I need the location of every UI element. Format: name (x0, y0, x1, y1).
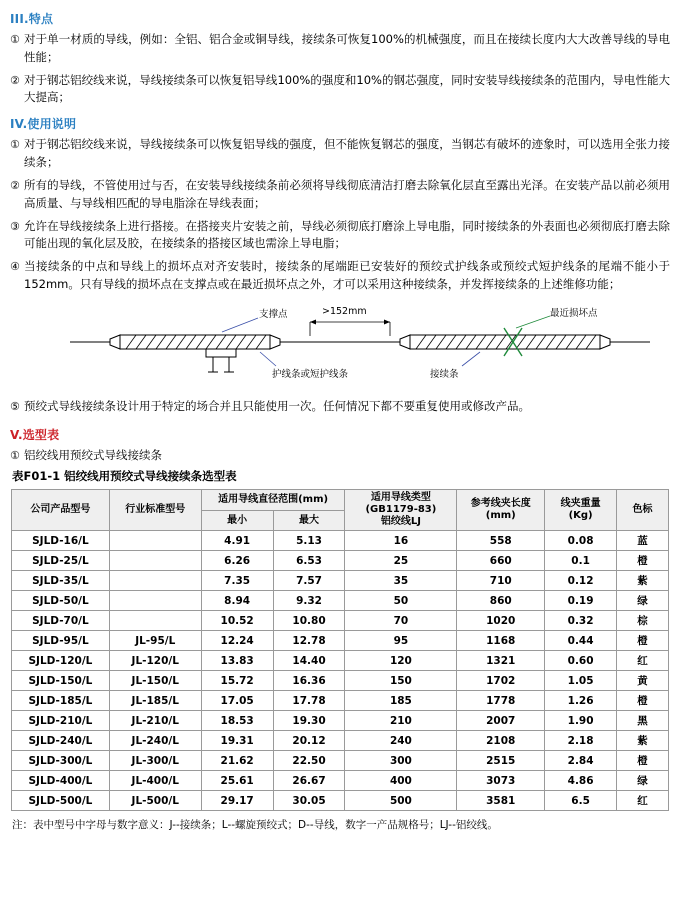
td-diameter-min: 17.05 (201, 691, 273, 711)
td-wire-type: 185 (345, 691, 457, 711)
diagram-label-distance: >152mm (322, 305, 367, 317)
td-color: 紫 (617, 571, 669, 591)
td-diameter-min: 15.72 (201, 671, 273, 691)
list-item-number: ② (10, 178, 20, 192)
td-diameter-min: 10.52 (201, 611, 273, 631)
td-ref-length: 1168 (457, 631, 545, 651)
diagram-label-splice-strip: 接续条 (430, 368, 459, 380)
td-clamp-weight: 1.05 (545, 671, 617, 691)
td-ref-length: 1702 (457, 671, 545, 691)
td-wire-type: 16 (345, 531, 457, 551)
list-item-text: 对于钢芯铝绞线来说，导线接续条可以恢复铝导线的强度，但不能恢复钢芯的强度，当钢芯有破坏的迹象时，可以选用全张力接续条； (24, 137, 670, 170)
table-row (12, 631, 669, 651)
td-diameter-max: 22.50 (273, 751, 345, 771)
table-row (12, 791, 669, 811)
table-title: 表F01-1 铝绞线用预绞式导线接续条选型表 (12, 469, 237, 484)
td-color: 绿 (617, 591, 669, 611)
model-selection-table (11, 489, 669, 811)
td-color: 蓝 (617, 531, 669, 551)
diagram-label-support-point: 支撑点 (259, 308, 288, 320)
table-footnote: 注：表中型号中字母与数字意义：J--接续条；L--螺旋预绞式；D--导线，数字一产品规格号；LJ--铝绞线。 (12, 819, 498, 832)
td-wire-type: 25 (345, 551, 457, 571)
table-row (12, 651, 669, 671)
table-row (12, 711, 669, 731)
td-clamp-weight: 1.90 (545, 711, 617, 731)
th-diameter-group: 适用导线直径范围(mm) (201, 490, 345, 511)
td-diameter-min: 8.94 (201, 591, 273, 611)
td-product-model: SJLD-95/L (12, 631, 110, 651)
td-ref-length: 660 (457, 551, 545, 571)
td-product-model: SJLD-210/L (12, 711, 110, 731)
td-wire-type: 50 (345, 591, 457, 611)
td-industry-model (109, 531, 201, 551)
td-industry-model: JL-400/L (109, 771, 201, 791)
td-diameter-min: 7.35 (201, 571, 273, 591)
diagram-label-nearest-damage-point: 最近损坏点 (550, 307, 598, 319)
td-diameter-min: 18.53 (201, 711, 273, 731)
table-row (12, 531, 669, 551)
td-clamp-weight: 0.12 (545, 571, 617, 591)
td-diameter-max: 10.80 (273, 611, 345, 631)
list-item-text: 铝绞线用预绞式导线接续条 (24, 447, 162, 462)
th-clamp-weight (545, 490, 617, 531)
td-clamp-weight: 0.1 (545, 551, 617, 571)
td-diameter-min: 4.91 (201, 531, 273, 551)
td-product-model: SJLD-16/L (12, 531, 110, 551)
td-wire-type: 150 (345, 671, 457, 691)
list-item (10, 72, 670, 108)
td-product-model: SJLD-35/L (12, 571, 110, 591)
list-item (10, 447, 670, 465)
td-product-model: SJLD-150/L (12, 671, 110, 691)
list-item-text: 所有的导线，不管使用过与否，在安装导线接续条前必须将导线彻底清洁打磨去除氧化层直至露出光泽。在安装产品以前必须用高质量、与导线相匹配的导电脂涂在导线表面； (24, 177, 670, 210)
td-wire-type: 210 (345, 711, 457, 731)
td-industry-model (109, 611, 201, 631)
td-color: 绿 (617, 771, 669, 791)
list-item-number: ② (10, 73, 20, 87)
list-item-number: ④ (10, 260, 20, 274)
td-diameter-max: 17.78 (273, 691, 345, 711)
list-item (10, 218, 670, 254)
td-diameter-max: 12.78 (273, 631, 345, 651)
td-diameter-min: 6.26 (201, 551, 273, 571)
td-clamp-weight: 0.32 (545, 611, 617, 631)
td-wire-type: 95 (345, 631, 457, 651)
th-diameter-min: 最小 (201, 510, 273, 531)
td-ref-length: 558 (457, 531, 545, 551)
td-wire-type: 35 (345, 571, 457, 591)
td-industry-model (109, 551, 201, 571)
td-color: 紫 (617, 731, 669, 751)
td-wire-type: 70 (345, 611, 457, 631)
td-diameter-max: 20.12 (273, 731, 345, 751)
td-product-model: SJLD-70/L (12, 611, 110, 631)
th-ref-length-unit: (mm) (485, 510, 516, 522)
td-ref-length: 3581 (457, 791, 545, 811)
list-item-text: 对于单一材质的导线，例如：全铝、铝合金或铜导线，接续条可恢复100%的机械强度，而且在接续长度内大大改善导线的导电性能； (24, 32, 670, 64)
table-body (12, 531, 669, 811)
td-wire-type: 300 (345, 751, 457, 771)
td-clamp-weight: 1.26 (545, 691, 617, 711)
list-item (10, 258, 670, 294)
td-industry-model: JL-210/L (109, 711, 201, 731)
td-color: 黑 (617, 711, 669, 731)
table-row (12, 551, 669, 571)
td-diameter-max: 14.40 (273, 651, 345, 671)
td-wire-type: 400 (345, 771, 457, 791)
td-industry-model (109, 591, 201, 611)
td-diameter-min: 19.31 (201, 731, 273, 751)
td-color: 红 (617, 651, 669, 671)
th-ref-length-title: 参考线夹长度 (470, 498, 531, 510)
td-ref-length: 860 (457, 591, 545, 611)
list-item-number: ⑤ (10, 399, 20, 413)
td-diameter-min: 13.83 (201, 651, 273, 671)
td-industry-model: JL-185/L (109, 691, 201, 711)
td-clamp-weight: 2.84 (545, 751, 617, 771)
td-clamp-weight: 0.08 (545, 531, 617, 551)
td-industry-model: JL-300/L (109, 751, 201, 771)
td-diameter-max: 7.57 (273, 571, 345, 591)
table-row (12, 751, 669, 771)
th-diameter-max: 最大 (273, 510, 345, 531)
section-heading-features: III.特点 (10, 12, 54, 26)
th-industry-model: 行业标准型号 (109, 490, 201, 531)
list-item (10, 31, 670, 67)
th-color: 色标 (617, 490, 669, 531)
td-ref-length: 2515 (457, 751, 545, 771)
table-header (12, 490, 669, 531)
splice-assembly-diagram (10, 300, 670, 392)
section-heading-selection: V.选型表 (10, 427, 60, 442)
td-color: 橙 (617, 751, 669, 771)
td-color: 黄 (617, 671, 669, 691)
th-wire-type-sub: 铝绞线LJ (380, 516, 421, 528)
td-ref-length: 1778 (457, 691, 545, 711)
list-item (10, 398, 670, 416)
td-diameter-min: 29.17 (201, 791, 273, 811)
list-item-number: ③ (10, 219, 20, 233)
td-ref-length: 3073 (457, 771, 545, 791)
td-product-model: SJLD-300/L (12, 751, 110, 771)
td-diameter-min: 21.62 (201, 751, 273, 771)
list-item-text: 当接续条的中点和导线上的损坏点对齐安装时，接续条的尾端距已安装好的预绞式护线条或预绞式短护线条的尾端不能小于152mm。只有导线的损坏点在支撑点或在最近损坏点之外，才可以采用这种接续条，并发挥接续条的上述维修功能； (24, 259, 670, 291)
td-color: 棕 (617, 611, 669, 631)
list-item-text: 对于钢芯铝绞线来说，导线接续条可以恢复铝导线100%的强度和10%的钢芯强度，同时安装导线接续条的范围内，导电性能大大提高； (24, 72, 670, 105)
td-diameter-max: 16.36 (273, 671, 345, 691)
table-row (12, 671, 669, 691)
td-ref-length: 2007 (457, 711, 545, 731)
th-wire-type-group (345, 490, 457, 531)
td-product-model: SJLD-50/L (12, 591, 110, 611)
td-diameter-min: 12.24 (201, 631, 273, 651)
list-item (10, 177, 670, 213)
td-clamp-weight: 0.44 (545, 631, 617, 651)
td-industry-model: JL-120/L (109, 651, 201, 671)
list-item (10, 136, 670, 172)
td-ref-length: 2108 (457, 731, 545, 751)
list-item-number: ① (10, 33, 20, 46)
td-diameter-max: 26.67 (273, 771, 345, 791)
list-item-number: ① (10, 448, 20, 462)
td-industry-model: JL-150/L (109, 671, 201, 691)
table-row (12, 731, 669, 751)
td-wire-type: 120 (345, 651, 457, 671)
td-product-model: SJLD-25/L (12, 551, 110, 571)
list-item-text: 允许在导线接续条上进行搭接。在搭接夹片安装之前，导线必须彻底打磨涂上导电脂，同时接续条的外表面也必须彻底打磨去除可能出现的氧化层及胶，在接续条的搭接区域也需涂上导电脂； (24, 218, 670, 251)
th-clamp-weight-title: 线夹重量 (560, 498, 601, 510)
diagram-label-protect-strip: 护线条或短护线条 (272, 368, 349, 380)
th-wire-type-title: 适用导线类型(GB1179-83) (365, 492, 437, 516)
td-diameter-max: 19.30 (273, 711, 345, 731)
td-ref-length: 1020 (457, 611, 545, 631)
td-product-model: SJLD-185/L (12, 691, 110, 711)
td-clamp-weight: 2.18 (545, 731, 617, 751)
td-ref-length: 1321 (457, 651, 545, 671)
td-diameter-min: 25.61 (201, 771, 273, 791)
td-industry-model: JL-240/L (109, 731, 201, 751)
td-clamp-weight: 4.86 (545, 771, 617, 791)
td-diameter-max: 9.32 (273, 591, 345, 611)
th-ref-length (457, 490, 545, 531)
td-product-model: SJLD-500/L (12, 791, 110, 811)
td-industry-model (109, 571, 201, 591)
td-diameter-max: 5.13 (273, 531, 345, 551)
table-row (12, 611, 669, 631)
td-product-model: SJLD-120/L (12, 651, 110, 671)
table-row (12, 771, 669, 791)
table-row (12, 571, 669, 591)
th-product-model: 公司产品型号 (12, 490, 110, 531)
td-wire-type: 240 (345, 731, 457, 751)
section-heading-instructions: IV.使用说明 (10, 117, 77, 132)
td-color: 橙 (617, 551, 669, 571)
td-industry-model: JL-95/L (109, 631, 201, 651)
list-item-number: ① (10, 138, 20, 152)
td-diameter-max: 30.05 (273, 791, 345, 811)
td-product-model: SJLD-240/L (12, 731, 110, 751)
td-diameter-max: 6.53 (273, 551, 345, 571)
td-wire-type: 500 (345, 791, 457, 811)
td-ref-length: 710 (457, 571, 545, 591)
td-product-model: SJLD-400/L (12, 771, 110, 791)
table-row (12, 591, 669, 611)
td-clamp-weight: 6.5 (545, 791, 617, 811)
td-color: 橙 (617, 631, 669, 651)
td-industry-model: JL-500/L (109, 791, 201, 811)
td-color: 红 (617, 791, 669, 811)
table-row (12, 691, 669, 711)
list-item-text: 预绞式导线接续条设计用于特定的场合并且只能使用一次。任何情况下都不要重复使用或修改产品。 (24, 398, 530, 413)
th-clamp-weight-unit: (Kg) (568, 510, 593, 522)
td-clamp-weight: 0.60 (545, 651, 617, 671)
td-clamp-weight: 0.19 (545, 591, 617, 611)
td-color: 橙 (617, 691, 669, 711)
